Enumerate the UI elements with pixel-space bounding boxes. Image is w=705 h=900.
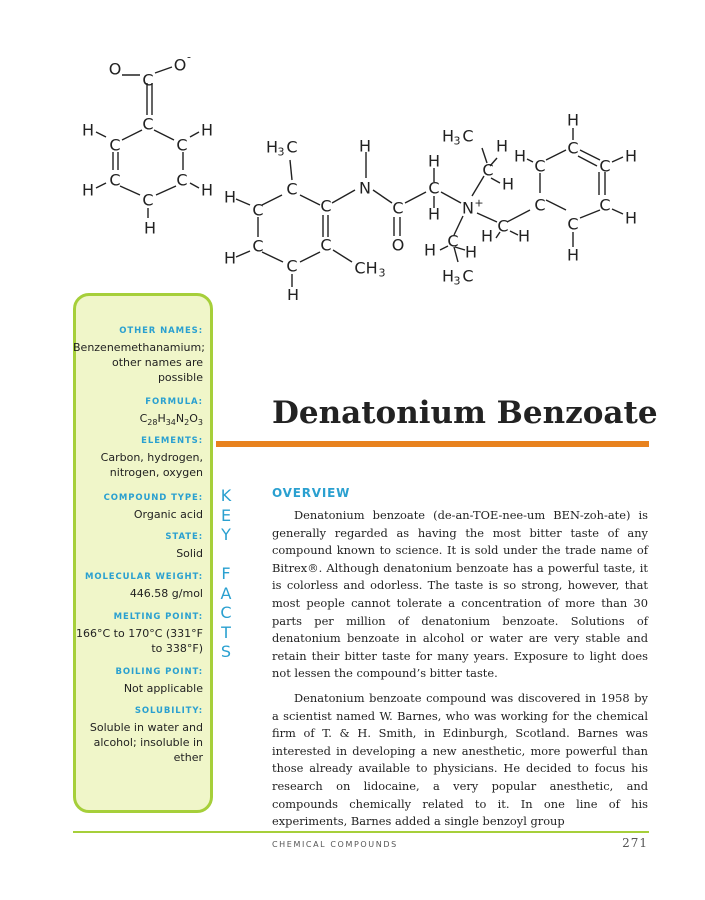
charge-plus: + [474, 196, 484, 210]
page-number: 271 [622, 836, 648, 850]
atom-H: H [423, 240, 437, 260]
fact-value [73, 626, 203, 656]
subscript-3: 3 [453, 134, 461, 148]
subscript-3: 3 [378, 266, 386, 280]
fact-value-line: other names are [111, 356, 203, 369]
atom-C: C [447, 231, 459, 251]
atom-H: H [624, 146, 638, 166]
atom-C: C [286, 137, 298, 157]
atom-H: H [513, 146, 527, 166]
fact-label: FORMULA: [145, 397, 203, 407]
atom-H: H [358, 136, 372, 156]
atom-C: C [534, 195, 546, 215]
atom-H: H [566, 110, 580, 130]
fact-label: SOLUBILITY: [134, 706, 203, 716]
atom-H: H [517, 226, 531, 246]
atom-H: H [624, 208, 638, 228]
atom-H: H [223, 187, 237, 207]
fact-value-line: alcohol; insoluble in [93, 736, 203, 749]
fact-value-line: nitrogen, oxygen [109, 466, 203, 479]
atom-H: H [427, 151, 441, 171]
running-title: CHEMICAL COMPOUNDS [272, 840, 398, 849]
atom-C: C [392, 198, 404, 218]
key-facts-letter: S [220, 642, 232, 661]
atom-C: C [109, 135, 121, 155]
fact-value: Solid [176, 547, 203, 560]
atom-C: C [142, 114, 154, 134]
fact-value: Organic acid [133, 508, 203, 521]
atom-H: H [81, 120, 95, 140]
melting-point-fact [73, 612, 203, 656]
atom-H: H [427, 204, 441, 224]
atom-H: H [200, 120, 214, 140]
atom-H: H [265, 137, 279, 157]
fact-value-line: to 338°F) [151, 642, 203, 655]
atom-H: H [480, 226, 494, 246]
atom-H: H [286, 285, 300, 300]
molecular-weight-fact [73, 572, 203, 601]
overview-heading: OVERVIEW [272, 486, 351, 500]
key-facts-letter [216, 545, 236, 565]
key-facts-letter: K [220, 486, 232, 505]
fact-value-line: ether [173, 751, 203, 764]
atom-H: H [441, 126, 455, 146]
footer-rule [73, 831, 649, 833]
fact-value-line: Benzenemethanamium; [73, 341, 205, 354]
atom-C: C [176, 135, 188, 155]
atom-O: O [108, 59, 122, 79]
fact-value [73, 720, 203, 765]
chemical-formula: $C_{28}H_{34}N_2O_3$ [139, 412, 203, 428]
fact-label: OTHER NAMES: [119, 326, 203, 336]
atom-H: H [495, 136, 509, 156]
atom-C: C [428, 178, 440, 198]
atom-C: C [252, 236, 264, 256]
compound-type-fact [73, 493, 203, 522]
solubility-fact [73, 706, 203, 765]
fact-value-line: Carbon, hydrogen, [100, 451, 203, 464]
charge-minus: - [187, 50, 191, 64]
page-title: Denatonium Benzoate [272, 395, 658, 431]
key-facts-letter: T [221, 622, 231, 642]
paragraph: Denatonium benzoate (de-an-TOE-nee-um BEN-zoh-ate) is generally regarded as having the most bitter taste of any compound known to science. It is sold under the trade name of Bitrex®. Although denatonium benzoate has a powerful taste, it is colorless and odorless. The taste is so strong, however, that most people cannot tolerate a concentration of more than 30 parts per million of denatonium benzoate. Solutions of denatonium benzoate in alcohol or water are very stable and retain their bitter taste for many years. Exposure to light does not lessen the compound’s bitter taste. [272, 508, 648, 681]
atom-C: C [252, 200, 264, 220]
title-underline [216, 441, 649, 447]
atom-C: C [462, 126, 474, 146]
benzoate-atoms [82, 51, 213, 238]
elements-fact [73, 436, 203, 480]
state-fact [73, 532, 203, 561]
fact-value: 446.58 g/mol [129, 587, 203, 600]
fact-label: STATE: [165, 532, 203, 542]
atom-C: C [497, 216, 509, 236]
fact-value [73, 340, 203, 385]
fact-label: COMPOUND TYPE: [103, 493, 203, 503]
atom-H: H [143, 218, 157, 238]
atom-C: C [286, 179, 298, 199]
key-facts-letter: A [220, 583, 232, 603]
overview-body [272, 507, 648, 838]
key-facts-letter: F [221, 564, 231, 583]
atom-C: C [320, 235, 332, 255]
atom-H: H [441, 266, 455, 286]
atom-H: H [200, 180, 214, 200]
fact-label: ELEMENTS: [141, 436, 203, 446]
atom-C: C [320, 196, 332, 216]
fact-value: Not applicable [123, 682, 203, 695]
atom-C: C [599, 195, 611, 215]
fact-value-line: possible [157, 371, 203, 384]
atom-C: C [142, 190, 154, 210]
atom-C: C [599, 156, 611, 176]
atom-C: CH [354, 258, 378, 278]
fact-value-line: Soluble in water and [89, 721, 203, 734]
atom-H: H [223, 248, 237, 268]
fact-label: BOILING POINT: [115, 667, 203, 677]
atom-C: C [567, 138, 579, 158]
atom-N: N [359, 178, 371, 198]
atom-H: H [501, 174, 515, 194]
key-facts-letter: E [220, 505, 232, 525]
formula-fact [73, 397, 203, 430]
fact-label: MELTING POINT: [113, 612, 203, 622]
atom-C: C [142, 70, 154, 90]
subscript-3: 3 [277, 145, 285, 159]
atom-O: O [391, 235, 405, 255]
denatonium-atoms [224, 111, 637, 301]
fact-value [73, 450, 203, 480]
atom-H: H [464, 242, 478, 262]
fact-value-line: 166°C to 170°C (331°F [76, 627, 203, 640]
atom-C: C [482, 160, 494, 180]
paragraph: Denatonium benzoate compound was discovered in 1958 by a scientist named W. Barnes, who was working for the chemical firm of T. & H. Smith, in Edinburgh, Scotland. Barnes was interested in developing a new anesthetic, more powerful than those already available to physicians. He decided to focus his research on lidocaine, a very popular anesthetic, and compounds chemically related to it. In one line of his experiments, Barnes added a single benzoyl group [272, 690, 648, 829]
key-facts-letter: C [220, 603, 232, 622]
key-facts-sidebar [73, 293, 213, 813]
atom-C: C [534, 156, 546, 176]
key-facts-letter: Y [221, 525, 231, 544]
atom-C: C [109, 170, 121, 190]
atom-N-plus: N [462, 198, 474, 218]
other-names-fact [73, 326, 203, 385]
atom-O-minus: O [173, 55, 187, 75]
atom-H: H [566, 245, 580, 265]
key-facts-vertical-label [216, 486, 236, 662]
atom-C: C [462, 266, 474, 286]
chemical-structure-diagram [0, 0, 705, 300]
atom-C: C [567, 214, 579, 234]
fact-label: MOLECULAR WEIGHT: [84, 572, 203, 582]
atom-C: C [286, 256, 298, 276]
atom-C: C [176, 170, 188, 190]
boiling-point-fact [73, 667, 203, 696]
subscript-3: 3 [453, 274, 461, 288]
atom-H: H [81, 180, 95, 200]
